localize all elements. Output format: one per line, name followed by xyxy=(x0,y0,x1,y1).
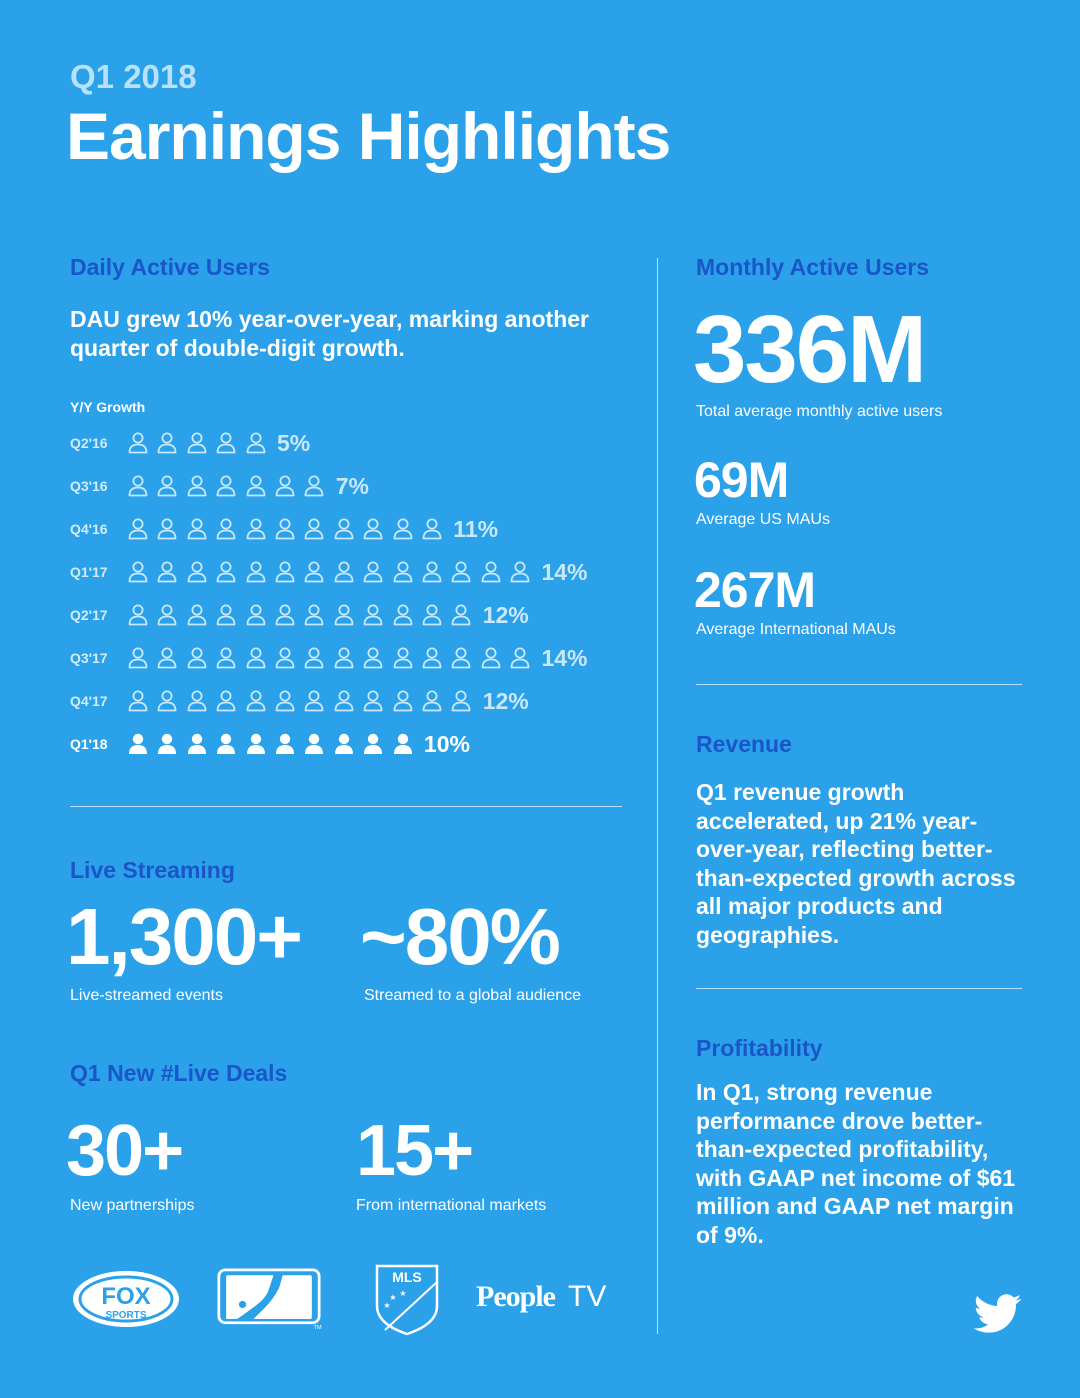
person-filled-icon xyxy=(275,732,304,756)
person-filled-icon xyxy=(393,732,422,756)
mau-total-caption: Total average monthly active users xyxy=(696,403,943,420)
divider-right-1 xyxy=(696,684,1022,685)
person-outline-icon xyxy=(304,517,333,541)
dau-row-pictogram xyxy=(128,560,539,584)
person-outline-icon xyxy=(157,431,186,455)
new-partnerships-caption: New partnerships xyxy=(70,1197,195,1214)
dau-row-value: 12% xyxy=(482,601,529,628)
person-filled-icon xyxy=(216,732,245,756)
person-outline-icon xyxy=(363,560,392,584)
vertical-divider xyxy=(657,258,658,1334)
dau-row-label: Q1'17 xyxy=(70,564,108,580)
person-outline-icon xyxy=(393,689,422,713)
dau-row-label: Q4'17 xyxy=(70,693,108,709)
person-outline-icon xyxy=(510,646,539,670)
dau-row-value: 10% xyxy=(423,730,470,757)
dau-row xyxy=(70,644,588,672)
person-outline-icon xyxy=(157,474,186,498)
person-filled-icon xyxy=(246,732,275,756)
person-filled-icon xyxy=(128,732,157,756)
divider-left xyxy=(70,806,622,807)
dau-row-label: Q3'17 xyxy=(70,650,108,666)
person-filled-icon xyxy=(157,732,186,756)
person-outline-icon xyxy=(334,646,363,670)
person-outline-icon xyxy=(275,646,304,670)
dau-row xyxy=(70,730,470,758)
revenue-text: Q1 revenue growth accelerated, up 21% year-over-year, reflecting better-than-expected growth across all major products and geographies. xyxy=(696,779,1016,948)
person-outline-icon xyxy=(128,646,157,670)
dau-row-label: Q3'16 xyxy=(70,478,108,494)
mlb-logo xyxy=(212,1268,326,1330)
mls-logo-text: MLS xyxy=(392,1269,422,1285)
person-outline-icon xyxy=(275,689,304,713)
person-outline-icon xyxy=(246,689,275,713)
dau-row xyxy=(70,687,529,715)
dau-row-value: 11% xyxy=(453,515,499,542)
person-outline-icon xyxy=(187,431,216,455)
people-tv-text: TV xyxy=(568,1280,607,1313)
dau-row-pictogram xyxy=(128,474,334,498)
global-audience-caption: Streamed to a global audience xyxy=(364,987,582,1004)
person-outline-icon xyxy=(363,689,392,713)
person-outline-icon xyxy=(304,474,333,498)
person-outline-icon xyxy=(246,560,275,584)
person-outline-icon xyxy=(187,517,216,541)
person-filled-icon xyxy=(334,732,363,756)
people-logo-text: People xyxy=(476,1280,555,1313)
person-outline-icon xyxy=(157,689,186,713)
dau-row-value: 14% xyxy=(541,558,588,585)
fox-logo-subtext: SPORTS xyxy=(105,1310,147,1321)
live-events-caption: Live-streamed events xyxy=(70,987,223,1004)
page-kicker: Q1 2018 xyxy=(70,58,197,95)
revenue-heading: Revenue xyxy=(696,731,792,757)
mau-total-value: 336M xyxy=(693,296,926,403)
person-outline-icon xyxy=(128,431,157,455)
person-outline-icon xyxy=(422,689,451,713)
dau-row xyxy=(70,429,310,457)
dau-row-value: 7% xyxy=(335,472,369,499)
person-outline-icon xyxy=(187,603,216,627)
profitability-text: In Q1, strong revenue performance drove better-than-expected profitability, with GAAP net income of $61 million and GAAP net margin of 9%. xyxy=(696,1079,1016,1248)
dau-row-value: 5% xyxy=(276,429,311,456)
fox-logo-text: FOX xyxy=(101,1283,151,1310)
person-outline-icon xyxy=(334,689,363,713)
person-outline-icon xyxy=(246,603,275,627)
person-filled-icon xyxy=(363,732,392,756)
person-outline-icon xyxy=(216,474,245,498)
person-outline-icon xyxy=(246,474,275,498)
mau-heading: Monthly Active Users xyxy=(696,254,930,280)
person-outline-icon xyxy=(363,646,392,670)
person-outline-icon xyxy=(363,603,392,627)
mau-intl-value: 267M xyxy=(694,562,816,618)
person-outline-icon xyxy=(481,560,510,584)
mau-intl-caption: Average International MAUs xyxy=(696,621,896,638)
dau-row xyxy=(70,601,529,629)
dau-row xyxy=(70,472,369,500)
profitability-heading: Profitability xyxy=(696,1035,823,1061)
fox-sports-logo xyxy=(70,1268,182,1330)
international-markets-caption: From international markets xyxy=(356,1197,547,1214)
dau-row-pictogram xyxy=(128,646,539,670)
person-outline-icon xyxy=(393,646,422,670)
dau-row-value: 12% xyxy=(482,687,529,714)
person-outline-icon xyxy=(216,431,245,455)
dau-row-label: Q1'18 xyxy=(70,736,108,752)
person-outline-icon xyxy=(187,560,216,584)
person-outline-icon xyxy=(393,517,422,541)
person-filled-icon xyxy=(304,732,333,756)
person-outline-icon xyxy=(157,603,186,627)
person-outline-icon xyxy=(128,474,157,498)
person-outline-icon xyxy=(451,603,480,627)
person-outline-icon xyxy=(246,646,275,670)
page-title: Earnings Highlights xyxy=(66,99,671,173)
dau-row-pictogram xyxy=(128,603,481,627)
person-outline-icon xyxy=(157,560,186,584)
svg-text:★: ★ xyxy=(383,1301,391,1310)
person-outline-icon xyxy=(422,560,451,584)
live-events-value: 1,300+ xyxy=(66,892,301,981)
person-outline-icon xyxy=(246,517,275,541)
dau-row-pictogram xyxy=(128,732,422,756)
dau-heading: Daily Active Users xyxy=(70,254,270,280)
person-outline-icon xyxy=(216,517,245,541)
person-outline-icon xyxy=(187,474,216,498)
person-outline-icon xyxy=(128,689,157,713)
person-outline-icon xyxy=(304,560,333,584)
person-outline-icon xyxy=(275,603,304,627)
global-audience-value: ~80% xyxy=(360,892,559,981)
person-filled-icon xyxy=(187,732,216,756)
twitter-bird-icon xyxy=(974,1294,1022,1334)
person-outline-icon xyxy=(451,646,480,670)
person-outline-icon xyxy=(304,646,333,670)
person-outline-icon xyxy=(422,603,451,627)
divider-right-2 xyxy=(696,988,1022,989)
person-outline-icon xyxy=(246,431,275,455)
person-outline-icon xyxy=(157,646,186,670)
dau-row-value: 14% xyxy=(541,644,588,671)
person-outline-icon xyxy=(304,689,333,713)
person-outline-icon xyxy=(216,560,245,584)
person-outline-icon xyxy=(216,689,245,713)
person-outline-icon xyxy=(275,474,304,498)
dau-row-pictogram xyxy=(128,517,451,541)
mau-us-value: 69M xyxy=(694,452,789,508)
person-outline-icon xyxy=(334,517,363,541)
person-outline-icon xyxy=(187,689,216,713)
person-outline-icon xyxy=(510,560,539,584)
dau-row-label: Q4'16 xyxy=(70,521,108,537)
dau-row-label: Q2'16 xyxy=(70,435,108,451)
person-outline-icon xyxy=(334,560,363,584)
person-outline-icon xyxy=(187,646,216,670)
person-outline-icon xyxy=(422,517,451,541)
person-outline-icon xyxy=(128,603,157,627)
person-outline-icon xyxy=(451,560,480,584)
person-outline-icon xyxy=(451,689,480,713)
person-outline-icon xyxy=(128,517,157,541)
mlb-trademark: TM xyxy=(313,1325,322,1330)
svg-text:★: ★ xyxy=(399,1289,407,1298)
mau-us-caption: Average US MAUs xyxy=(696,511,830,528)
live-streaming-heading: Live Streaming xyxy=(70,857,235,883)
person-outline-icon xyxy=(363,517,392,541)
person-outline-icon xyxy=(481,646,510,670)
person-outline-icon xyxy=(128,560,157,584)
person-outline-icon xyxy=(334,603,363,627)
dau-row xyxy=(70,515,498,543)
yy-growth-label: Y/Y Growth xyxy=(70,399,146,415)
person-outline-icon xyxy=(157,517,186,541)
dau-description: DAU grew 10% year-over-year, marking another quarter of double-digit growth. xyxy=(70,306,589,361)
person-outline-icon xyxy=(275,560,304,584)
international-markets-value: 15+ xyxy=(356,1111,473,1191)
person-outline-icon xyxy=(216,603,245,627)
people-tv-logo xyxy=(476,1272,616,1320)
person-outline-icon xyxy=(393,603,422,627)
person-outline-icon xyxy=(422,646,451,670)
dau-row-label: Q2'17 xyxy=(70,607,108,623)
new-partnerships-value: 30+ xyxy=(66,1111,183,1191)
mls-logo xyxy=(371,1262,443,1336)
svg-text:★: ★ xyxy=(389,1293,397,1302)
live-deals-heading: Q1 New #Live Deals xyxy=(70,1060,288,1086)
person-outline-icon xyxy=(275,517,304,541)
person-outline-icon xyxy=(304,603,333,627)
dau-row xyxy=(70,558,588,586)
person-outline-icon xyxy=(393,560,422,584)
person-outline-icon xyxy=(216,646,245,670)
dau-row-pictogram xyxy=(128,431,275,455)
dau-row-pictogram xyxy=(128,689,481,713)
